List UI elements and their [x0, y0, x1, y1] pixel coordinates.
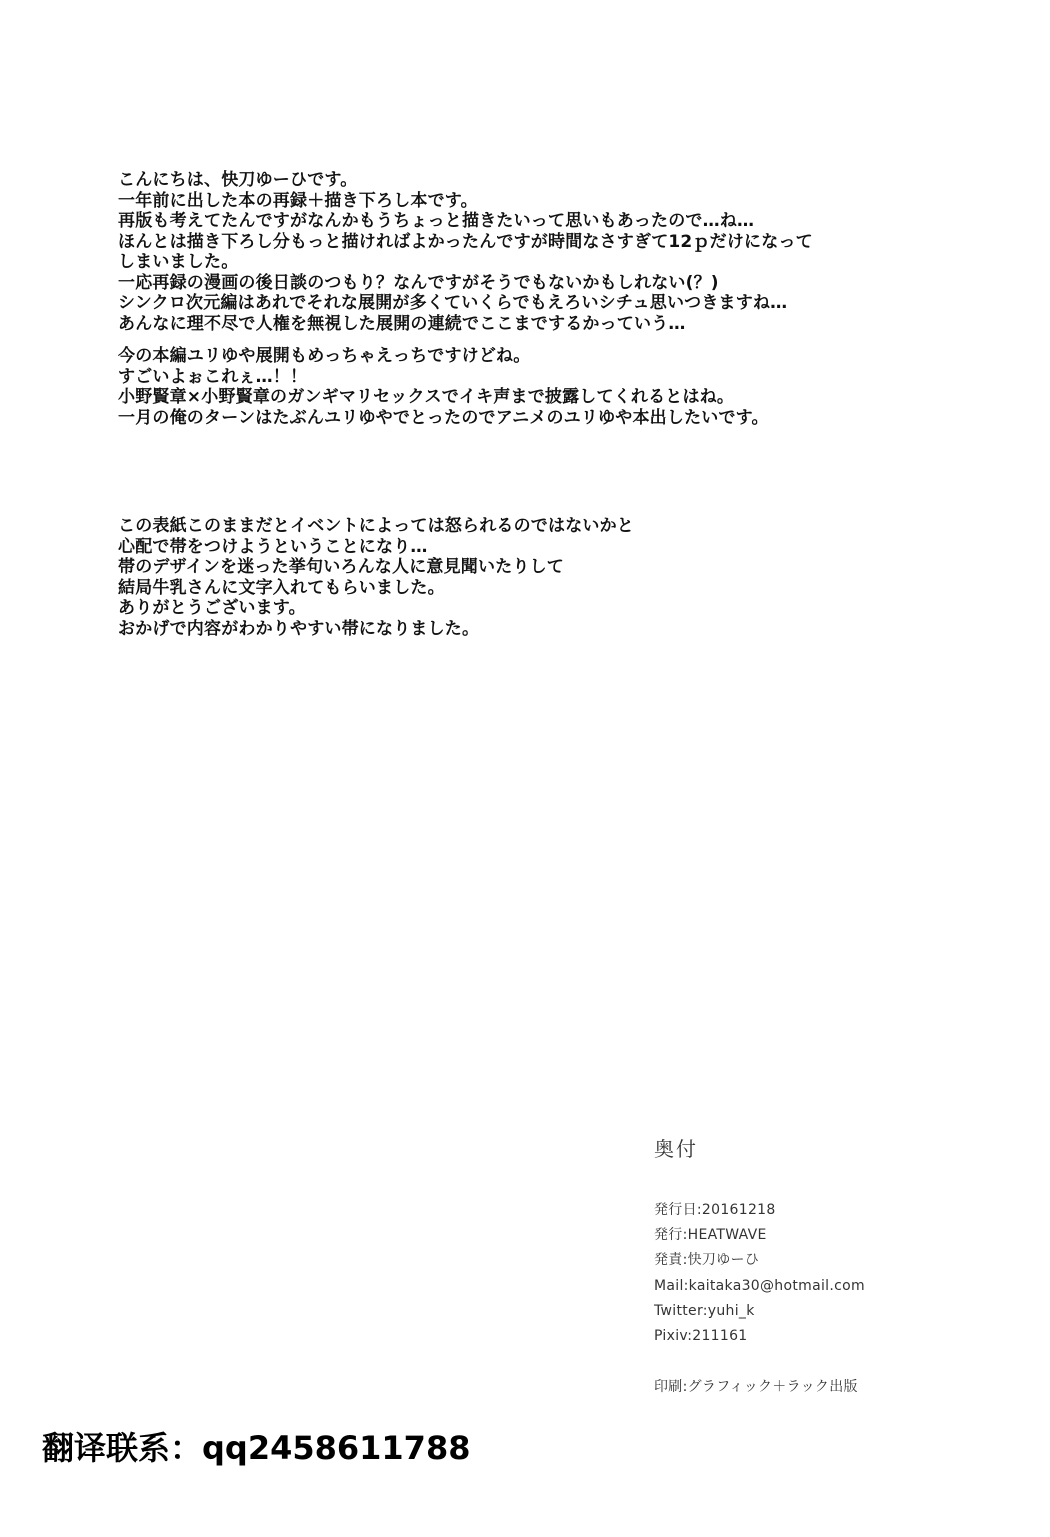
colophon [654, 1136, 865, 1397]
text-line: 心配で帯をつけようということになり… [118, 536, 428, 557]
twitter-handle: Twitter:yuhi_k [654, 1302, 755, 1319]
text-line: この表紙このままだとイベントによっては怒られるのではないかと [118, 516, 634, 536]
text-line: シンクロ次元編はあれでそれな展開が多くていくらでもえろいシチュ思いつきますね… [118, 293, 788, 313]
text-line: しまいました。 [118, 252, 239, 272]
text-line: 小野賢章×小野賢章のガンギマリセックスでイキ声まで披露してくれるとはね。 [118, 387, 735, 407]
publisher: 発行:HEATWAVE [654, 1227, 767, 1244]
text-line: 一応再録の漫画の後日談のつもり？なんですがそうでもないかもしれない(？) [118, 272, 719, 293]
text-line: おかげで内容がわかりやすい帯になりました。 [118, 618, 480, 639]
afterword-paragraph-3 [118, 516, 634, 639]
text-line: 一月の俺のターンはたぶんユリゆやでとったのでアニメのユリゆや本出したいです。 [118, 407, 769, 428]
text-line: ほんとは描き下ろし分もっと描ければよかったんですが時間なさすぎて12ｐだけになって [118, 231, 813, 252]
text-line: 一年前に出した本の再録＋描き下ろし本です。 [118, 190, 478, 211]
colophon-title: 奥付 [654, 1137, 698, 1161]
issue-date: 発行日:20161218 [654, 1202, 776, 1218]
mail-address: Mail:kaitaka30@hotmail.com [654, 1277, 865, 1294]
text-line: 再版も考えてたんですがなんかもうちょっと描きたいって思いもあったので…ね… [118, 211, 755, 231]
text-line: すごいよぉこれぇ…！！ [118, 366, 308, 387]
text-line: 結局牛乳さんに文字入れてもらいました。 [118, 577, 445, 598]
author: 発責:快刀ゆーひ [654, 1252, 760, 1269]
afterword-paragraph-2 [118, 346, 769, 428]
text-line: 帯のデザインを迷った挙句いろんな人に意見聞いたりして [118, 557, 565, 577]
text-line: ありがとうございます。 [118, 598, 306, 618]
afterword-paragraph-1 [118, 170, 813, 334]
pixiv-id: Pixiv:211161 [654, 1328, 748, 1345]
text-line: 今の本編ユリゆや展開もめっちゃえっちですけどね。 [118, 346, 531, 366]
translation-contact-watermark: 翻译联系：qq2458611788 [42, 1429, 471, 1467]
printer: 印刷:グラフィック＋ラック出版 [654, 1379, 858, 1396]
text-line: あんなに理不尽で人権を無視した展開の連続でここまでするかっていう… [118, 313, 686, 334]
text-line: こんにちは、快刀ゆーひです。 [118, 170, 358, 190]
